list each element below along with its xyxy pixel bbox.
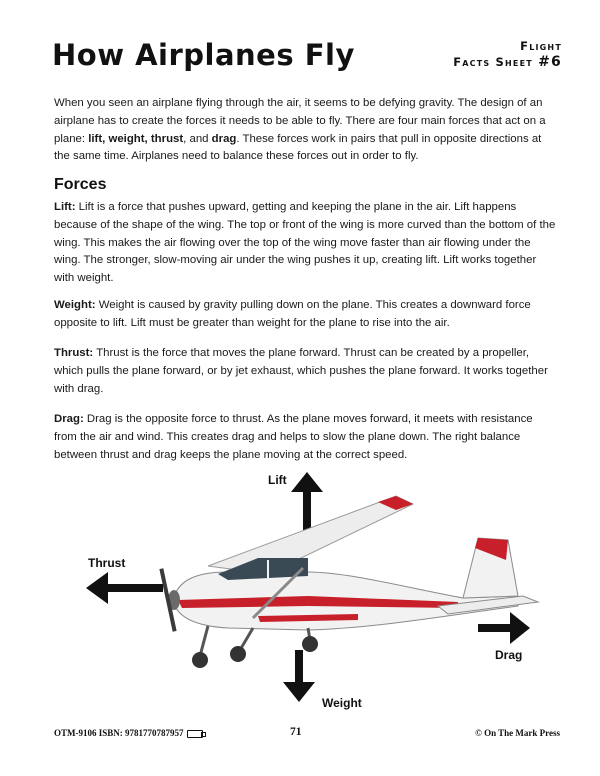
forces-diagram: [78, 468, 548, 718]
page-number: 71: [290, 726, 302, 738]
intro-text-1: When you seen an airplane flying through the air, it seems to be defying gravity. The design of an airplane has to create the forces it needs to be able to fly. There are four main forces that act on a plane:: [54, 97, 546, 145]
drag-arrow: [478, 612, 530, 644]
intro-sep-1: ,: [102, 132, 109, 145]
lift-arrow: [291, 472, 323, 530]
forces-diagram-svg: [78, 468, 548, 718]
thrust-term: Thrust:: [54, 347, 94, 359]
weight-text: Weight is caused by gravity pulling down on the plane. This creates a downward force opposite to lift. Lift must be greater than weight for the plane to rise into the air.: [54, 299, 531, 329]
weight-paragraph: [54, 297, 558, 333]
thrust-text: Thrust is the force that moves the plane forward. Thrust can be created by a propeller, which pulls the plane forward, or by jet exhaust, which pushes the plane forward. It works together with drag.: [54, 347, 548, 395]
lift-label: Lift: [268, 473, 287, 487]
footer-isbn-text: OTM-9106 ISBN: 9781770787957: [54, 728, 184, 738]
lift-paragraph: [54, 199, 558, 288]
intro-text-2: . These forces work in pairs that pull in opposite directions at the same time. Airplanes need to balance these forces out in order to fly.: [54, 132, 542, 163]
lift-term: Lift:: [54, 201, 76, 213]
drag-paragraph: [54, 411, 558, 464]
forces-heading: Forces: [54, 176, 107, 193]
weight-term: Weight:: [54, 299, 96, 311]
weight-label: Weight: [322, 696, 362, 710]
thrust-label: Thrust: [88, 556, 126, 570]
airplane-illustration: [159, 496, 538, 668]
page-title: How Airplanes Fly: [52, 38, 355, 72]
intro-term-thrust: thrust: [150, 132, 184, 145]
series-label: [453, 38, 562, 70]
intro-paragraph: [54, 95, 558, 166]
lift-text: Lift is a force that pushes upward, getting and keeping the plane in the air. Lift happens because of the shape of the wing. The top or front of the wing is more curved than the bottom of the wing. This makes the air flowing over the top of the wing move faster than air flowing under the wing. The stronger, slow-moving air under the wing pushes it up, creating lift. Lift works together with weight.: [54, 201, 556, 285]
intro-sep-3: , and: [183, 132, 212, 145]
series-line-1: Flight: [520, 39, 562, 53]
thrust-arrow: [86, 572, 163, 604]
series-sheet-label: Facts Sheet: [453, 55, 533, 69]
footer-isbn: [54, 728, 203, 738]
series-line-2: [453, 54, 562, 70]
thrust-paragraph: [54, 345, 558, 398]
drag-text: Drag is the opposite force to thrust. As the plane moves forward, it meets with resistance from the air and wind. This creates drag and helps to slow the plane down. The right balance between thrust and drag keeps the plane moving at the correct speed.: [54, 413, 533, 461]
footer-publisher: © On The Mark Press: [475, 728, 560, 738]
weight-arrow: [283, 650, 315, 702]
drag-label: Drag: [495, 648, 523, 662]
book-icon: [187, 730, 203, 738]
series-number: #6: [538, 54, 562, 70]
intro-sep-2: ,: [144, 132, 151, 145]
intro-term-drag: drag: [211, 132, 237, 145]
intro-term-weight: weight: [108, 132, 145, 145]
intro-term-lift: lift: [88, 132, 103, 145]
drag-term: Drag:: [54, 413, 84, 425]
